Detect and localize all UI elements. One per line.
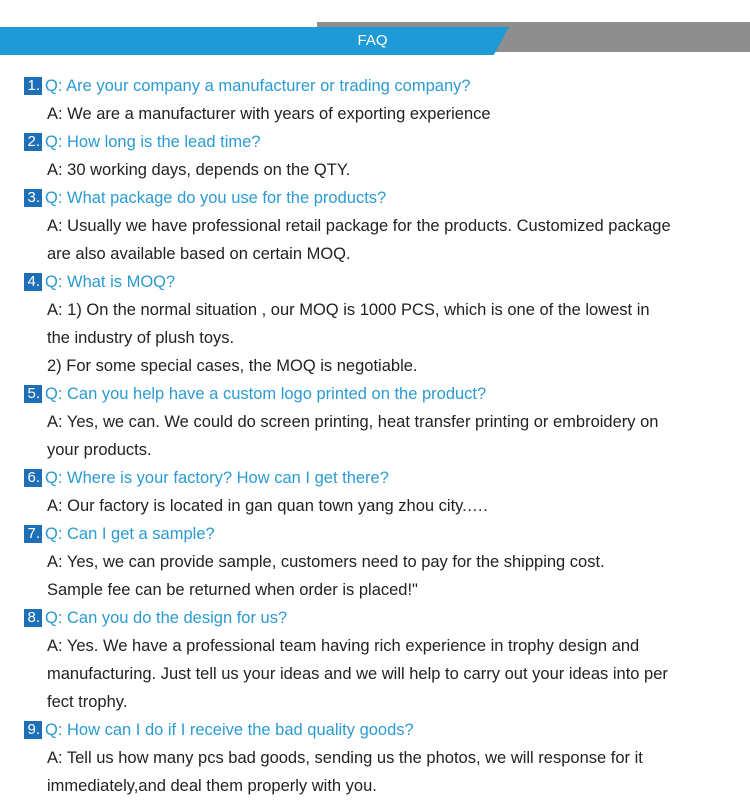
faq-question-row (24, 128, 724, 156)
question-number-badge: 5. (24, 385, 42, 403)
answer-line: Sample fee can be returned when order is placed!" (47, 581, 418, 599)
faq-question-row (24, 72, 724, 100)
question-number-badge: 3. (24, 189, 42, 207)
answer-line: A: Tell us how many pcs bad goods, sending us the photos, we will response for it (47, 749, 643, 767)
answer-line: manufacturing. Just tell us your ideas and we will help to carry out your ideas into per (47, 665, 668, 683)
answer-line: your products. (47, 441, 152, 459)
faq-question-row (24, 184, 724, 212)
faq-item (24, 184, 724, 268)
answer-line: 2) For some special cases, the MOQ is negotiable. (47, 357, 418, 375)
answer-line: A: 30 working days, depends on the QTY. (47, 161, 351, 179)
faq-item (24, 604, 724, 716)
faq-item (24, 128, 724, 184)
question-text: Q: How long is the lead time? (45, 132, 261, 151)
answer-line: A: 1) On the normal situation , our MOQ is 1000 PCS, which is one of the lowest in (47, 301, 650, 319)
answer-line: A: Usually we have professional retail package for the products. Customized package (47, 217, 671, 235)
faq-title: FAQ (357, 32, 388, 49)
question-text: Q: How can I do if I receive the bad quality goods? (45, 720, 414, 739)
faq-question-row (24, 520, 724, 548)
faq-question-row (24, 268, 724, 296)
faq-item (24, 380, 724, 464)
answer-line: A: Yes. We have a professional team having rich experience in trophy design and (47, 637, 640, 655)
answer-line: A: We are a manufacturer with years of exporting experience (47, 105, 491, 123)
question-text: Q: What package do you use for the products? (45, 188, 387, 207)
question-text: Q: Can you help have a custom logo printed on the product? (45, 384, 487, 403)
faq-item (24, 464, 724, 520)
question-number-badge: 8. (24, 609, 42, 627)
question-text: Q: Can I get a sample? (45, 524, 215, 543)
faq-question-row (24, 464, 724, 492)
faq-item (24, 72, 724, 128)
question-number-badge: 1. (24, 77, 42, 95)
faq-banner (0, 0, 750, 60)
answer-line: the industry of plush toys. (47, 329, 235, 347)
answer-line: immediately,and deal them properly with you. (47, 777, 377, 795)
faq-item (24, 268, 724, 380)
question-text: Q: What is MOQ? (45, 272, 176, 291)
question-number-badge: 9. (24, 721, 42, 739)
question-number-badge: 6. (24, 469, 42, 487)
question-text: Q: Can you do the design for us? (45, 608, 288, 627)
faq-item (24, 716, 724, 800)
question-number-badge: 2. (24, 133, 42, 151)
question-text: Q: Are your company a manufacturer or trading company? (45, 76, 471, 95)
faq-list (24, 72, 724, 800)
question-number-badge: 7. (24, 525, 42, 543)
question-text: Q: Where is your factory? How can I get there? (45, 468, 389, 487)
answer-line: A: Yes, we can provide sample, customers need to pay for the shipping cost. (47, 553, 605, 571)
faq-question-row (24, 380, 724, 408)
faq-item (24, 520, 724, 604)
faq-question-row (24, 604, 724, 632)
answer-line: fect trophy. (47, 693, 128, 711)
answer-line: A: Yes, we can. We could do screen printing, heat transfer printing or embroidery on (47, 413, 659, 431)
question-number-badge: 4. (24, 273, 42, 291)
faq-question-row (24, 716, 724, 744)
answer-line: A: Our factory is located in gan quan town yang zhou city.…. (47, 497, 488, 515)
answer-line: are also available based on certain MOQ. (47, 245, 351, 263)
